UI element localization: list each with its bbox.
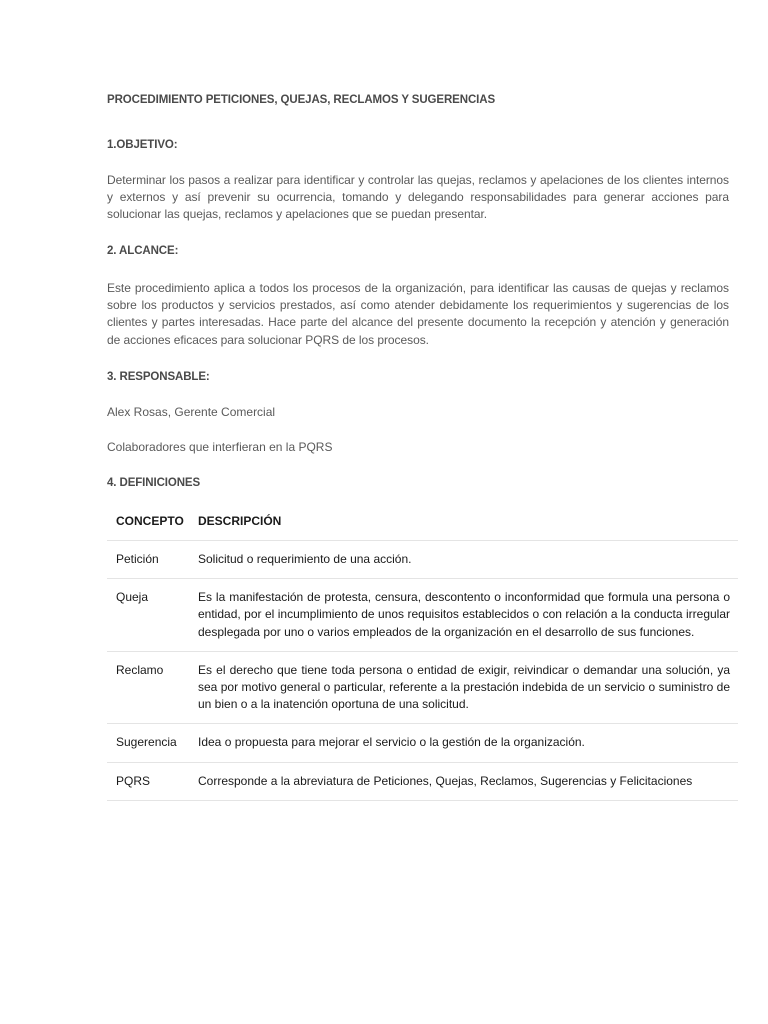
section-text-alcance: Este procedimiento aplica a todos los procesos de la organización, para identificar las causas de quejas y reclamos sobre los productos y servicios prestados, así como atender debidamente los requerimientos y sugerencias de los clientes y partes interesadas. Hace parte del alcance del presente documento la recepción y atención y generación de acciones eficaces para solucionar PQRS de los procesos. [107, 281, 729, 347]
responsable-line-2: Colaboradores que interfieran en la PQRS [107, 440, 333, 454]
description-cell: Idea o propuesta para mejorar el servicio o la gestión de la organización. [198, 724, 738, 762]
table-row [107, 541, 738, 579]
concept-cell: Sugerencia [107, 724, 198, 762]
concept-cell: Queja [107, 579, 198, 652]
table-row [107, 762, 738, 800]
description-cell: Es la manifestación de protesta, censura, descontento o inconformidad que formula una persona o entidad, por el incumplimiento de unos requisitos establecidos o con relación a la conducta irregular desplegada por uno o varios empleados de la organización en el desarrollo de sus funciones. [198, 579, 738, 652]
table-header-row [107, 505, 738, 541]
concept-cell: Petición [107, 541, 198, 579]
concept-cell: PQRS [107, 762, 198, 800]
definitions-table [107, 505, 738, 801]
concept-cell: Reclamo [107, 651, 198, 724]
description-cell: Corresponde a la abreviatura de Peticiones, Quejas, Reclamos, Sugerencias y Felicitaciones [198, 762, 738, 800]
section-heading-objetivo: 1.OBJETIVO: [107, 139, 178, 151]
document-title: PROCEDIMIENTO PETICIONES, QUEJAS, RECLAMOS Y SUGERENCIAS [107, 94, 496, 106]
section-heading-alcance: 2. ALCANCE: [107, 245, 179, 257]
table-row [107, 579, 738, 652]
section-heading-responsable: 3. RESPONSABLE: [107, 371, 210, 383]
table-row [107, 651, 738, 724]
responsable-line-1: Alex Rosas, Gerente Comercial [107, 405, 276, 419]
column-header-descripcion: DESCRIPCIÓN [198, 505, 738, 541]
description-cell: Solicitud o requerimiento de una acción. [198, 541, 738, 579]
description-cell: Es el derecho que tiene toda persona o entidad de exigir, reivindicar o demandar una solución, ya sea por motivo general o particular, referente a la prestación indebida de un servicio o suministro de un bien o a la inatención oportuna de una solicitud. [198, 651, 738, 724]
section-heading-definiciones: 4. DEFINICIONES [107, 477, 201, 489]
column-header-concepto: CONCEPTO [107, 505, 198, 541]
section-text-objetivo: Determinar los pasos a realizar para identificar y controlar las quejas, reclamos y apelaciones de los clientes internos y externos y así prevenir su ocurrencia, tomando y delegando responsabilidades para generar acciones para solucionar las quejas, reclamos y apelaciones que se puedan presentar. [107, 173, 729, 222]
table-row [107, 724, 738, 762]
